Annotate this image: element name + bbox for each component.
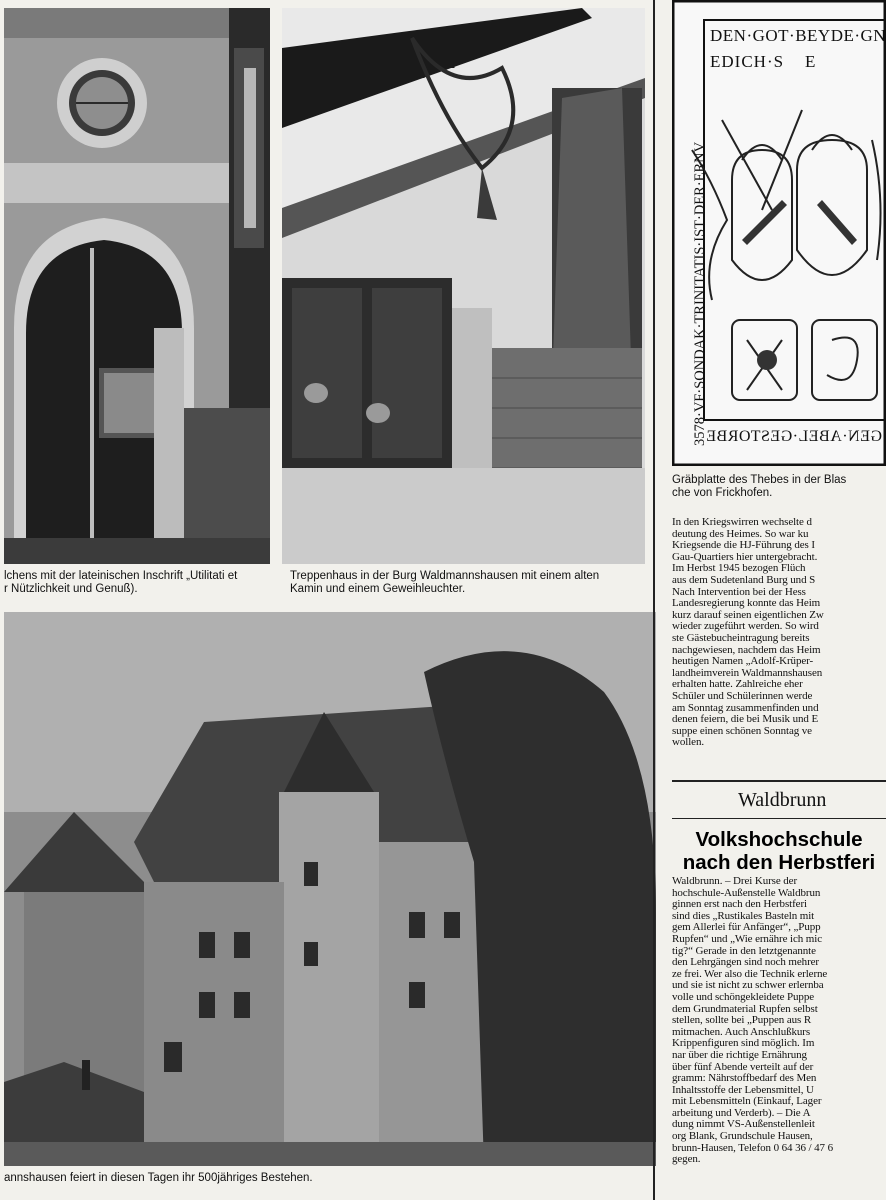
staircase-caption: Treppenhaus in der Burg Waldmannshausen mit einem alten Kamin und einem Geweihleuchter.: [290, 570, 600, 595]
gravestone-top-line-1: DEN·GOT·BEYDE·GN: [710, 26, 886, 45]
article-war-years: In den Kriegswirren wechselte d deutung des Heimes. So war ku Kriegsende die HJ-Führung des I Gau-Quartiers hier untergebracht. Im Herbst 1945 bezogen Flüch aus dem Sudetenland Burg und S Nach Intervention bei der Hess Landesregierung konnte das Heim kurz darauf seinen eigentlichen Zw wieder zugeführt werden. So wird ste Gästebucheintragung bereits nachgewiesen, nachdem das Heim heutigen Namen „Adolf-Krüper- landheimverein Waldmannshausen erhalten hatte. Zahlreiche eher Schüler und Schülerinnen werde am Sonntag zusammenfinden und denen feiern, die bei Musik und E suppe einen schönen Sonntag ve wollen.: [672, 517, 824, 749]
gravestone-caption: Gräbplatte des Thebes in der Blas che von Frickhofen.: [672, 474, 847, 499]
castle-caption: annshausen feiert in diesen Tagen ihr 500jähriges Bestehen.: [4, 1172, 313, 1184]
section-rule-bottom: [672, 818, 886, 819]
gravestone-top-line-2: EDICH·S E: [710, 52, 817, 71]
portal-photo: [4, 8, 270, 564]
gravestone-image: [672, 0, 886, 466]
article-headline: Volkshochschule nach den Herbstferi: [682, 828, 876, 874]
portal-caption: lchens mit der lateinischen Inschrift „Utilitati et r Nützlichkeit und Genuß).: [4, 570, 238, 595]
gravestone-side-inscription: 3578·VF·SONDAK·TRINITATIS·IST·DER·ERNV: [692, 141, 708, 446]
article-volkshochschule: Waldbrunn. – Drei Kurse der hochschule-Außenstelle Waldbrun ginnen erst nach den Herbstferi sind dies „Rustikales Basteln mit gem Allerlei für Anfänger“, „Pupp Rupfen“ und „Wie ernähre ich mic tig?“ Gerade in den letztgenannte den Lehrgängen sind noch mehrer ze frei. Wer also die Technik erlerne und sie ist nicht zu schwer erlernba volle und schöngekleidete Puppe dem Grundmaterial Rupfen selbst stellen, sollte bei „Puppen aus R mitmachen. Auch Anschlußkurs Krippenfiguren sind möglich. Im nar über die richtige Ernährung über fünf Abende verteilt auf der gramm: Nährstoffbedarf des Men Inhaltsstoffe der Lebensmittel, U mit Lebensmitteln (Einkauf, Lager arbeitung und Verderb). – Die A dung nimmt VS-Außenstellenleit org Blank, Grundschule Hausen, brunn-Hausen, Telefon 0 64 36 / 47 6 gegen.: [672, 876, 834, 1166]
gravestone-bottom-inscription: GEN·ABEL·GESTORBE: [705, 428, 882, 445]
section-rule-top: [672, 780, 886, 782]
castle-photo: [4, 612, 656, 1166]
section-title-waldbrunn: Waldbrunn: [738, 789, 827, 811]
column-rule: [653, 0, 655, 1200]
staircase-photo: [282, 8, 645, 564]
